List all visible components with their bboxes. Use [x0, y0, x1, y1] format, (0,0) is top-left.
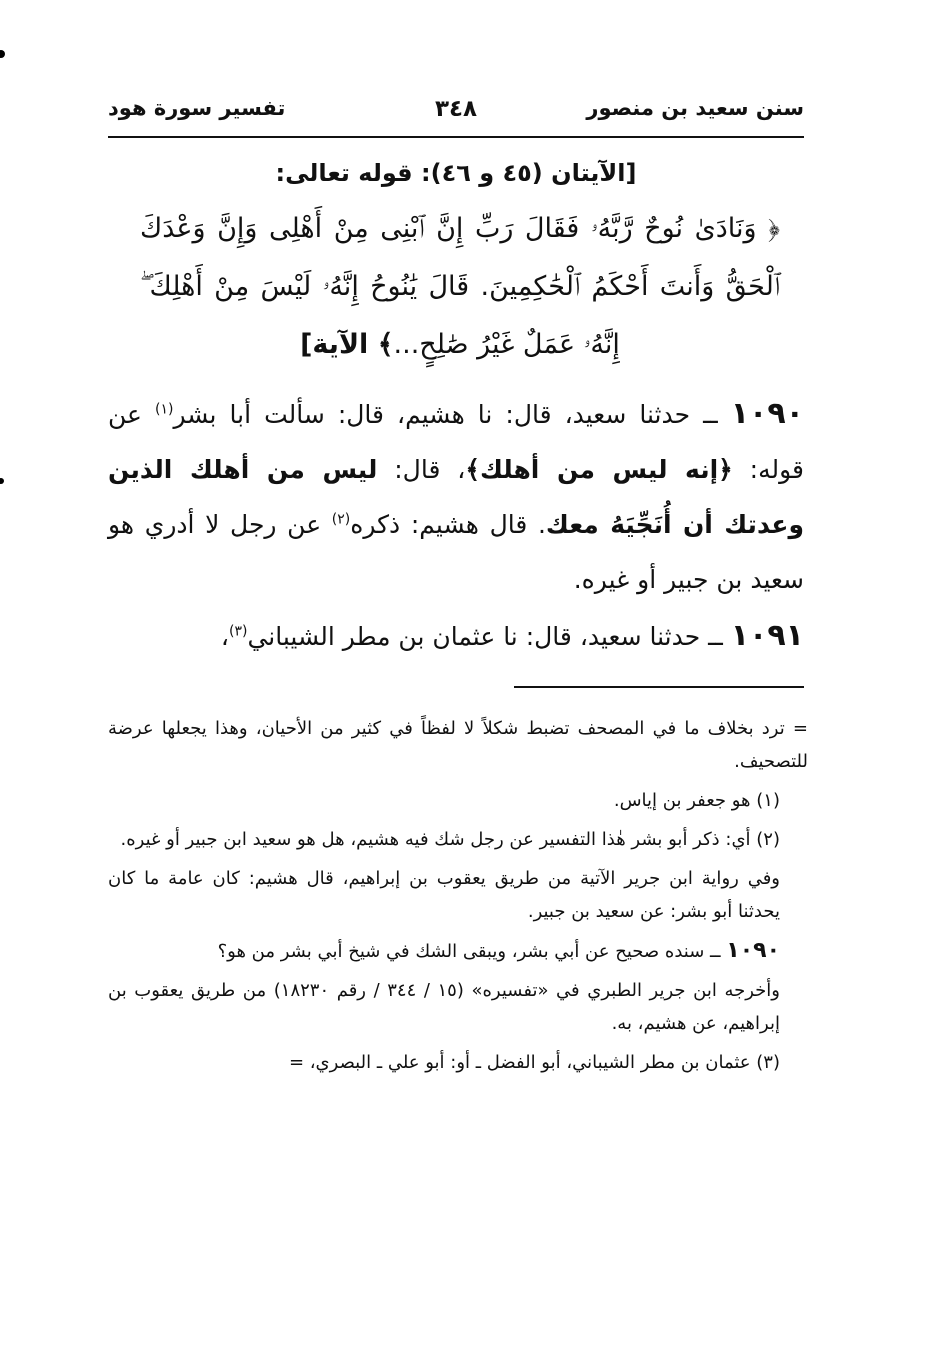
- footnote-3: (٣) عثمان بن مطر الشيباني، أبو الفضل ـ أو: أبو علي ـ البصري، =: [288, 1052, 780, 1073]
- hadith-number: ١٠٩٠: [730, 396, 804, 431]
- footnote-continuation: = ترد بخلاف ما في المصحف تضبط شكلاً لا لفظاً في كثير من الأحيان، وهذا يجعلها عرضة للتصحيف.: [108, 718, 808, 772]
- hadith-text: ــ حدثنا سعيد، قال: نا هشيم، قال: سألت أبا بشر: [173, 400, 731, 429]
- hadith-text: . قال هشيم: ذكره: [350, 510, 546, 539]
- footnote-2: (٢) أي: ذكر أبو بشر هٰذا التفسير عن رجل شك فيه هشيم، هل هو سعيد ابن جبير أو غيره.: [120, 829, 780, 850]
- book-title: سنن سعيد بن منصور: [586, 96, 804, 120]
- header-rule: [108, 136, 804, 138]
- footnotes: [88, 712, 828, 1085]
- section-title: تفسير سورة هود: [108, 96, 286, 120]
- hadith-text: عن رجل لا أدري هو سعيد بن جبير أو غيره.: [108, 510, 804, 594]
- verse-heading: [الآيتان (٤٥ و ٤٦): قوله تعالى:: [275, 159, 637, 187]
- footnote-ref[interactable]: (٢): [331, 511, 351, 528]
- footnote-1: (١) هو جعفر بن إياس.: [613, 790, 780, 811]
- quran-verse: [140, 200, 780, 374]
- quoted-verse: ﴿إنه ليس من أهلك﴾: [465, 455, 733, 484]
- hadith-paragraph: [108, 608, 804, 664]
- hadith-number: ١٠٩١: [730, 618, 804, 653]
- scan-edge-mark: [0, 478, 4, 484]
- tafsir-answer: ليس من أهلك الذين وعدتك أن أُنَجِّيَهُ معك: [108, 455, 805, 539]
- scan-edge-mark: [0, 50, 5, 58]
- hadith-text: عن قوله:: [108, 400, 804, 484]
- hadith-text: ــ حدثنا سعيد، قال: نا عثمان بن مطر الشيباني: [247, 622, 731, 651]
- hadith-text: ،: [220, 622, 229, 651]
- hadith-paragraph: [108, 386, 804, 607]
- hadith-number: ١٠٩٠: [726, 938, 780, 963]
- running-header: [108, 92, 804, 132]
- footnote-takhrij-source: وأخرجه ابن جرير الطبري في «تفسيره» (١٥ / ٣٤٤ / رقم ١٨٢٣٠) من طريق يعقوب بن إبراهيم، عن هشيم، به.: [108, 980, 780, 1034]
- footnote-separator: [514, 686, 804, 688]
- page-number: ٣٤٨: [434, 96, 478, 122]
- verse-text: ﴿ وَنَادَىٰ نُوحٌ رَّبَّهُۥ فَقَالَ رَبِّ إِنَّ ٱبْنِى مِنْ أَهْلِى وَإِنَّ وَعْدَكَ ٱلْحَقُّ وَأَنتَ أَحْكَمُ ٱلْحَٰكِمِينَ. قَالَ يَٰنُوحُ إِنَّهُۥ لَيْسَ مِنْ أَهْلِكَ ۖ إِنَّهُۥ عَمَلٌ غَيْرُ صَٰلِحٍ...: [140, 213, 780, 360]
- footnote-2-note: وفي رواية ابن جرير الآتية من طريق يعقوب بن إبراهيم، قال هشيم: كان عامة ما كان يحدثنا أبو بشر: عن سعيد بن جبير.: [108, 868, 780, 922]
- footnote-ref[interactable]: (١): [154, 401, 174, 418]
- footnote-text: ــ سنده صحيح عن أبي بشر، ويبقى الشك في شيخ أبي بشر من هو؟: [217, 941, 727, 962]
- footnote-ref[interactable]: (٣): [229, 623, 248, 640]
- footnote-takhrij: [88, 934, 828, 968]
- verse-tail: ﴾ الآية]: [300, 329, 394, 360]
- hadith-text: ، قال:: [377, 455, 466, 484]
